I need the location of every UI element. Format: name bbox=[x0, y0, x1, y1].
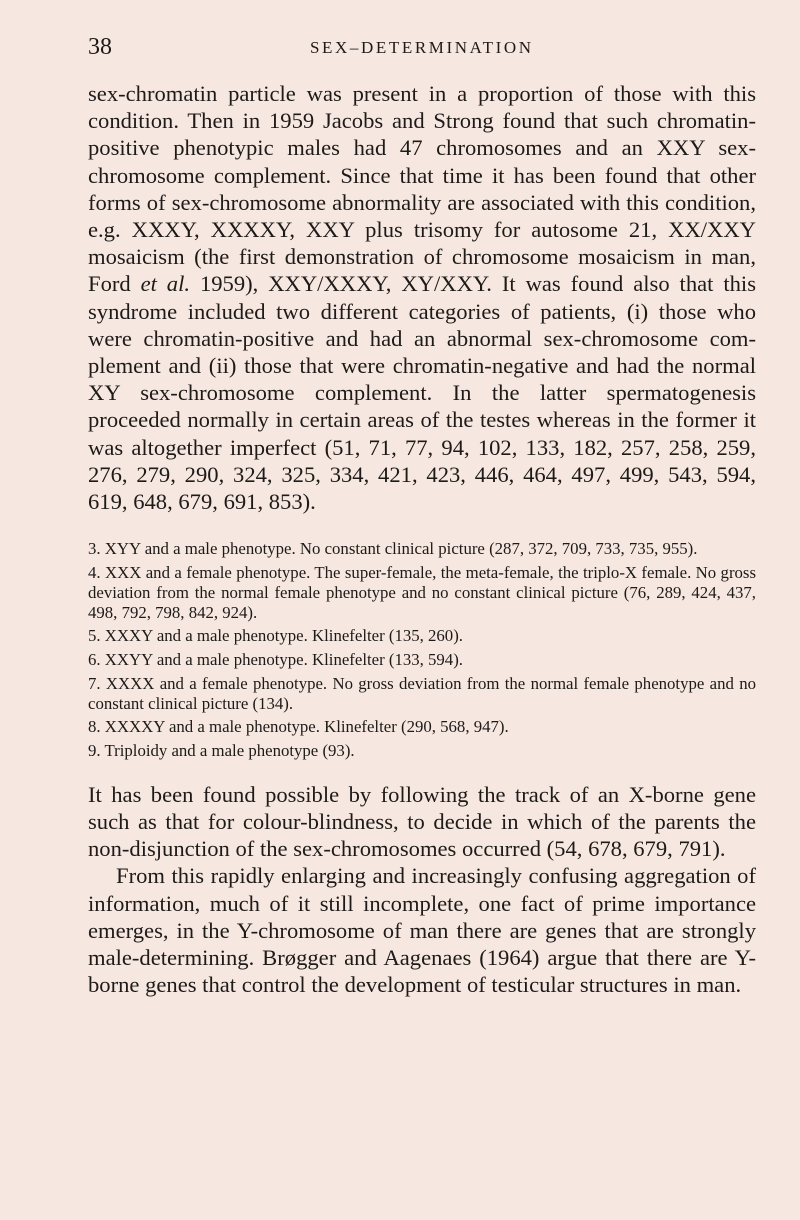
paragraph-1 bbox=[88, 80, 756, 515]
et-al-italic: et al. bbox=[140, 271, 191, 297]
list-item: 8. XXXXY and a male phenotype. Klinefelter (290, 568, 947). bbox=[88, 717, 509, 737]
list-item: 9. Triploidy and a male phenotype (93). bbox=[88, 740, 355, 760]
page-number: 38 bbox=[88, 34, 112, 60]
list-item: 6. XXYY and a male phenotype. Klinefelter (133, 594). bbox=[88, 650, 463, 670]
page-header bbox=[88, 34, 760, 64]
list-item: 5. XXXY and a male phenotype. Klinefelter (135, 260). bbox=[88, 626, 463, 646]
list-item: 4. XXX and a female phenotype. The super-female, the meta-female, the triplo-X female. No gross deviation from the normal female phenotype and no constant clinical picture (76, 289, 424, 437, 498, 792, 798, 842, 924). bbox=[88, 562, 756, 622]
body-text bbox=[88, 80, 756, 998]
paragraph-2: It has been found possible by following the track of an X-borne gene such as that for colour-blindness, to decide in which of the parents the non-disjunction of the sex-chromosomes occurred (54, 678, 679, 791). bbox=[88, 781, 756, 862]
list-item: 3. XYY and a male phenotype. No constant clinical picture (287, 372, 709, 733, 735, 955). bbox=[88, 539, 698, 559]
paragraph-3: From this rapidly enlarging and increasingly confusing aggregation of information, much of it still incomplete, one fact of prime importance emerges, in the Y-chromosome of man there are genes that are strongly male-determining. Brøgger and Aagenaes (1964) argue that there are Y-borne genes that control the development of testicular structures in man. bbox=[88, 863, 756, 998]
abnormality-list bbox=[88, 539, 756, 761]
paragraph-1-rest: 1959), XXY/XXXY, XY/XXY. It was found also that this syndrome included two different categories of patients, (i) those who were chromatin-positive and had an abnormal sex-chromosome complement and (ii) those that were chromatin-negative and had the normal XY sex-chromosome complement. In the latter spermatogenesis proceeded normally in certain areas of the testes whereas in the former it was altogether imperfect (51, 71, 77, 94, 102, 133, 182, 257, 258, 259, 276, 279, 290, 324, 325, 334, 421, 423, 446, 464, 497, 499, 543, 594, 619, 648, 679, 691, 853). bbox=[88, 271, 756, 515]
paragraph-1-text: sex-chromatin particle was present in a proportion of those with this condition. Then in 1959 Jacobs and Strong found that such chromatin-positive phenotypic males had 47 chromosomes and an XXY sex-chromosome complement. Since that time it has been found that other forms of sex-chromosome abnormality are associated with this condition, e.g. XXXY, XXXXY, XXY plus trisomy for autosome 21, XX/XXY mosaicism (the first demonstration of chromosome mosaicism in man, Ford bbox=[88, 81, 756, 297]
list-item: 7. XXXX and a female phenotype. No gross deviation from the normal female phenotype and no constant clinical picture (134). bbox=[88, 673, 756, 713]
running-head: SEX–DETERMINATION bbox=[310, 38, 534, 57]
